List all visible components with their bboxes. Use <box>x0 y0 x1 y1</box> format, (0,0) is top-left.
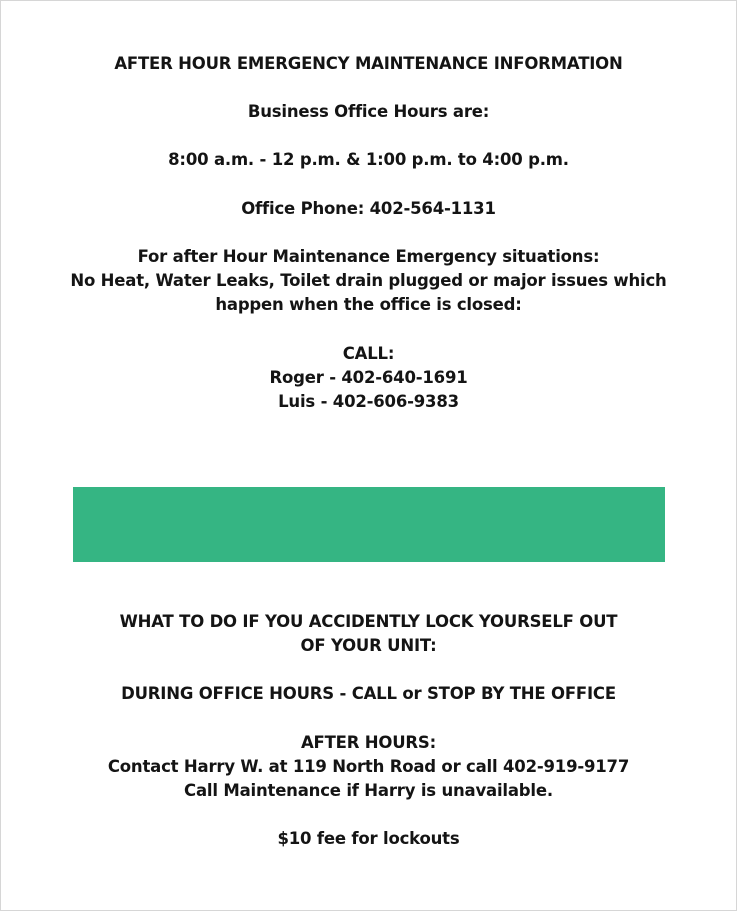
lockout-heading-line-2: OF YOUR UNIT: <box>300 636 437 655</box>
emergency-situations-line-1: For after Hour Maintenance Emergency situations: <box>137 247 600 266</box>
contact-luis: Luis - 402-606-9383 <box>278 392 459 411</box>
office-hours-instruction: DURING OFFICE HOURS - CALL or STOP BY THE OFFICE <box>121 684 616 703</box>
call-label: CALL: <box>342 344 395 363</box>
after-hours-fallback: Call Maintenance if Harry is unavailable. <box>184 781 553 800</box>
lockout-fee: $10 fee for lockouts <box>277 829 460 848</box>
emergency-situations-line-2: No Heat, Water Leaks, Toilet drain plugged or major issues which <box>70 271 667 290</box>
lockout-heading-line-1: WHAT TO DO IF YOU ACCIDENTLY LOCK YOURSELF OUT <box>119 612 618 631</box>
emergency-situations-line-3: happen when the office is closed: <box>215 295 522 314</box>
office-hours: 8:00 a.m. - 12 p.m. & 1:00 p.m. to 4:00 p.m. <box>168 150 569 169</box>
after-hours-label: AFTER HOURS: <box>300 733 437 752</box>
after-hours-contact: Contact Harry W. at 119 North Road or call 402-919-9177 <box>107 757 630 776</box>
contact-roger: Roger - 402-640-1691 <box>269 368 468 387</box>
office-phone: Office Phone: 402-564-1131 <box>241 199 496 218</box>
hours-heading: Business Office Hours are: <box>247 102 490 121</box>
document-title: AFTER HOUR EMERGENCY MAINTENANCE INFORMATION <box>114 54 623 73</box>
section-divider-bar <box>73 487 665 562</box>
